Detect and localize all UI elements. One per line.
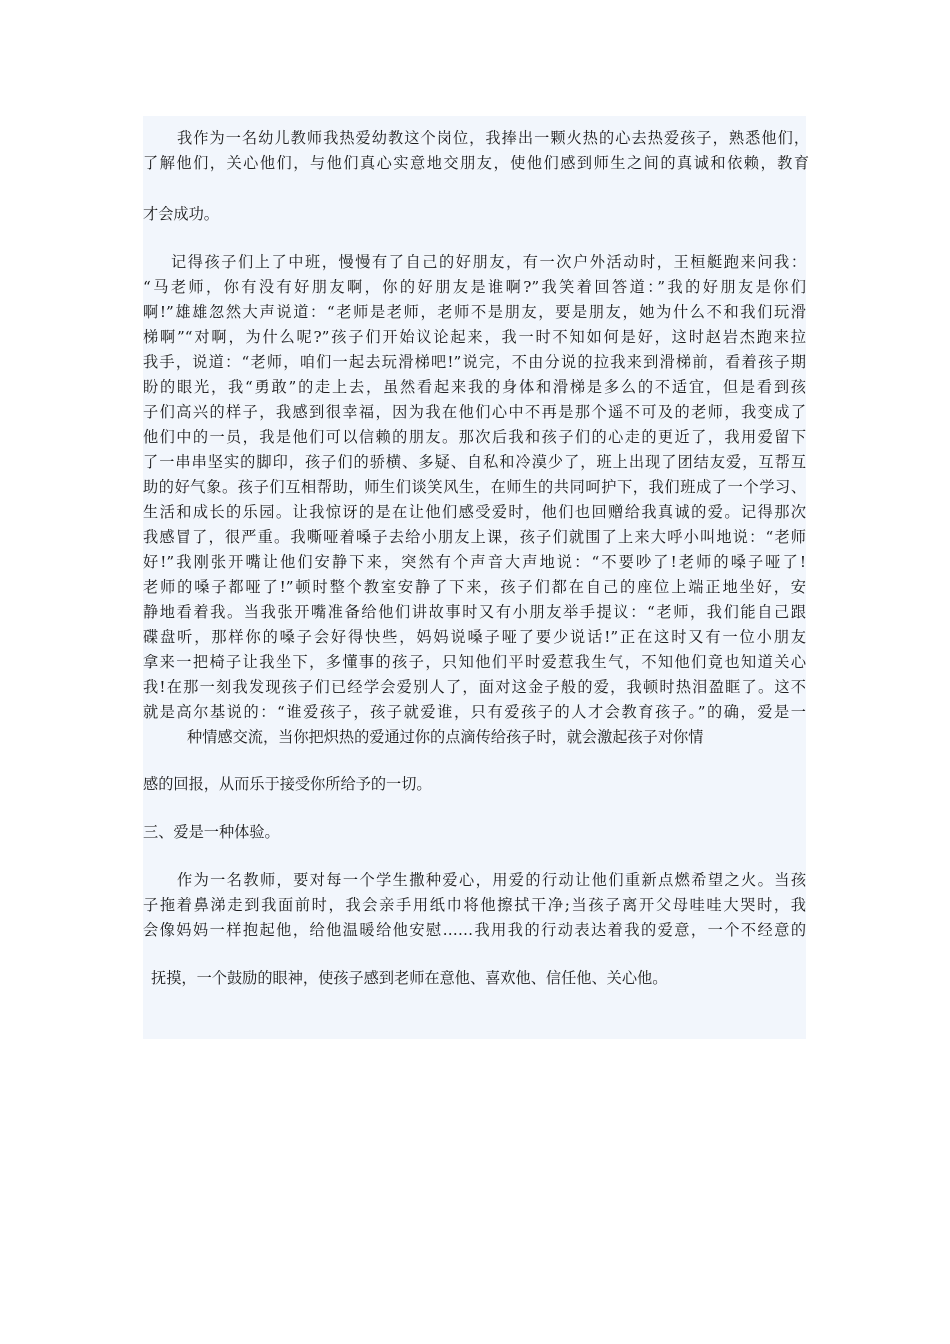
paragraph-2-line-5: 我手，说道：“老师，咱们一起去玩滑梯吧!”说完，不由分说的拉我来到滑梯前，看着孩子期 — [143, 353, 806, 371]
paragraph-2-line-16: 碟盘听，那样你的嗓子会好得快些，妈妈说嗓子哑了要少说话!”正在这时又有一位小朋友 — [143, 628, 806, 646]
section-heading: 三、爱是一种体验。 — [143, 823, 280, 841]
paragraph-2-line-14: 老师的嗓子都哑了!”顿时整个教室安静了下来，孩子们都在自己的座位上端正地坐好，安 — [143, 578, 806, 596]
paragraph-2-line-17: 拿来一把椅子让我坐下，多懂事的孩子，只知他们平时爱惹我生气，不知他们竟也知道关心 — [143, 653, 806, 671]
paragraph-2-line-4: 梯啊”“对啊，为什么呢?”孩子们开始议论起来，我一时不知如何是好，这时赵岩杰跑来拉 — [143, 328, 806, 346]
paragraph-2-line-7: 子们高兴的样子，我感到很幸福，因为我在他们心中不再是那个遥不可及的老师，我变成了 — [143, 403, 806, 421]
paragraph-2-line-10: 助的好气象。孩子们互相帮助，师生们谈笑风生，在师生的共同呵护下，我们班成了一个学习、 — [143, 478, 806, 496]
paragraph-2-line-13: 好!”我刚张开嘴让他们安静下来，突然有个声音大声地说：“不要吵了!老师的嗓子哑了! — [143, 553, 806, 571]
paragraph-2-line-20: 种情感交流，当你把炽热的爱通过你的点滴传给孩子时，就会激起孩子对你情 — [187, 728, 704, 746]
paragraph-2-line-9: 了一串串坚实的脚印，孩子们的骄横、多疑、自私和冷漠少了，班上出现了团结友爱，互帮互 — [143, 453, 806, 471]
paragraph-2-line-8: 他们中的一员，我是他们可以信赖的朋友。那次后我和孩子们的心走的更近了，我用爱留下 — [143, 428, 806, 446]
paragraph-2-line-18: 我!在那一刻我发现孩子们已经学会爱别人了，面对这金子般的爱，我顿时热泪盈眶了。这不 — [143, 678, 806, 696]
paragraph-3-line-1: 作为一名教师，要对每一个学生撒种爱心，用爱的行动让他们重新点燃希望之火。当孩 — [177, 871, 806, 889]
paragraph-2-line-1: 记得孩子们上了中班，慢慢有了自己的好朋友，有一次户外活动时，王桓艇跑来问我： — [171, 253, 806, 271]
paragraph-1-line-1: 我作为一名幼儿教师我热爱幼教这个岗位，我捧出一颗火热的心去热爱孩子，熟悉他们， — [177, 129, 809, 147]
paragraph-2-line-21: 感的回报，从而乐于接受你所给予的一切。 — [143, 775, 432, 793]
paragraph-2-line-6: 盼的眼光，我“勇敢”的走上去，虽然看起来我的身体和滑梯是多么的不适宜，但是看到孩 — [143, 378, 806, 396]
paragraph-2-line-3: 啊!”雄雄忽然大声说道：“老师是老师，老师不是朋友，要是朋友，她为什么不和我们玩滑 — [143, 303, 806, 321]
paragraph-3-line-2: 子拖着鼻涕走到我面前时，我会亲手用纸巾将他擦拭干净;当孩子离开父母哇哇大哭时，我 — [143, 896, 806, 914]
paragraph-2-line-15: 静地看着我。当我张开嘴准备给他们讲故事时又有小朋友举手提议：“老师，我们能自己跟 — [143, 603, 806, 621]
paragraph-1-line-2: 了解他们，关心他们，与他们真心实意地交朋友，使他们感到师生之间的真诚和依赖，教育 — [143, 154, 809, 172]
paragraph-2-line-2: “马老师，你有没有好朋友啊，你的好朋友是谁啊?”我笑着回答道：”我的好朋友是你们 — [143, 278, 806, 296]
paragraph-2-line-11: 生活和成长的乐园。让我惊讶的是在让他们感受爱时，他们也回赠给我真诚的爱。记得那次 — [143, 503, 806, 521]
paragraph-1-line-3: 才会成功。 — [143, 205, 219, 223]
paragraph-2-line-12: 我感冒了，很严重。我嘶哑着嗓子去给小朋友上课，孩子们就围了上来大呼小叫地说：“老师 — [143, 528, 806, 546]
paragraph-3-line-4: 抚摸，一个鼓励的眼神，使孩子感到老师在意他、喜欢他、信任他、关心他。 — [151, 969, 668, 987]
paragraph-2-line-19: 就是高尔基说的：“谁爱孩子，孩子就爱谁，只有爱孩子的人才会教育孩子。”的确，爱是一 — [143, 703, 806, 721]
paragraph-3-line-3: 会像妈妈一样抱起他，给他温暖给他安慰……我用我的行动表达着我的爱意，一个不经意的 — [143, 921, 806, 939]
